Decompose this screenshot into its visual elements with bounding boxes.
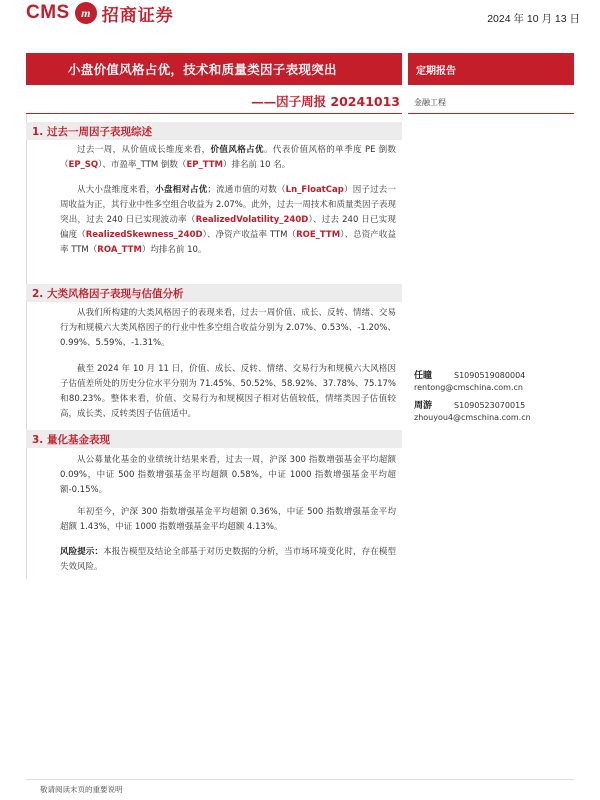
analyst-card bbox=[414, 370, 525, 394]
factor-realized-volatility: RealizedVolatility_240D bbox=[195, 215, 309, 225]
report-date: 2024 年 10 月 13 日 bbox=[487, 13, 580, 25]
factor-ep-ttm: EP_TTM bbox=[186, 160, 223, 170]
report-category: 金融工程 bbox=[414, 98, 446, 107]
page-header bbox=[0, 0, 600, 38]
report-type-label: 定期报告 bbox=[416, 65, 456, 77]
section-2-paragraph-1: 从我们所构建的大类风格因子的表现来看，过去一周价值、成长、反转、情绪、交易行为和规模六大类风格因子的行业中性多空组合收益分别为 2.07%、0.53%、-1.20%、0.99%、5.59%、-1.31%。 bbox=[60, 308, 396, 348]
section-1-paragraph-2: 从大小盘维度来看，小盘相对占优；流通市值的对数（Ln_FloatCap）因子过去一周收益为正，其行业中性多空组合收益为 2.07%。此外，过去一周技术和质量类因子表现突出，过去 240 日已实现波动率（RealizedVolatility_240D）、过去 240 日已实现偏度（RealizedSkewness_240D）、净资产收益率 TTM（ROE_TTM）、总资产收益率 TTM（ROA_TTM）均排名前 10。 bbox=[60, 185, 396, 255]
factor-realized-skewness: RealizedSkewness_240D bbox=[85, 230, 203, 240]
risk-warning-text: 本报告模型及结论全部基于对历史数据的分析，当市场环境变化时，存在模型失效风险。 bbox=[60, 547, 396, 572]
analyst-name: 周游 bbox=[414, 401, 433, 411]
factor-ln-floatcap: Ln_FloatCap bbox=[285, 185, 344, 195]
section-1-paragraph-1: 过去一周，从价值成长维度来看，价值风格占优。代表价值风格的单季度 PE 倒数（EP_SQ）、市盈率_TTM 倒数（EP_TTM）排名前 10 名。 bbox=[60, 145, 396, 170]
factor-ep-sq: EP_SQ bbox=[68, 160, 99, 170]
section-heading-3: 3. 量化基金表现 bbox=[26, 430, 402, 448]
analyst-card bbox=[414, 400, 531, 424]
analyst-email: rentong@cmschina.com.cn bbox=[414, 383, 523, 392]
risk-warning-label: 风险提示： bbox=[60, 547, 104, 557]
side-divider bbox=[408, 113, 574, 114]
section-2-paragraph-2: 截至 2024 年 10 月 11 日，价值、成长、反转、情绪、交易行为和规模六大风格因子估值差所处的历史分位水平分别为 71.45%、50.52%、58.92%、37.78%、75.17%和80.23%。整体来看，价值、交易行为和规模因子相对估值较低，情绪类因子估值较高，成长类、反转类因子估值适中。 bbox=[60, 364, 396, 419]
analyst-cert: S1090523070015 bbox=[454, 401, 526, 410]
footer-note: 敬请阅读末页的重要说明 bbox=[40, 785, 123, 794]
factor-roe-ttm: ROE_TTM bbox=[296, 230, 341, 240]
logo-chinese-name: 招商证券 bbox=[101, 5, 174, 26]
section-heading-2: 2. 大类风格因子表现与估值分析 bbox=[26, 284, 402, 302]
analyst-cert: S1090519080004 bbox=[454, 371, 526, 380]
report-subtitle: ——因子周报 20241013 bbox=[251, 94, 400, 109]
analyst-email: zhouyou4@cmschina.com.cn bbox=[414, 413, 531, 422]
logo-mark-icon: m bbox=[75, 2, 97, 24]
section-3-paragraph-1: 从公募量化基金的业绩统计结果来看，过去一周，沪深 300 指数增强基金平均超额 0.09%，中证 500 指数增强基金平均超额 0.58%，中证 1000 指数增强基金平均超额-0.15%。 bbox=[60, 455, 396, 495]
factor-roa-ttm: ROA_TTM bbox=[97, 245, 142, 255]
analyst-name: 任瞳 bbox=[414, 371, 433, 381]
section-heading-1: 1. 过去一周因子表现综述 bbox=[26, 122, 402, 140]
content-left-rule bbox=[26, 114, 27, 579]
report-type-banner bbox=[408, 53, 574, 85]
report-title: 小盘价值风格占优，技术和质量类因子表现突出 bbox=[68, 62, 337, 77]
footer-divider bbox=[26, 779, 574, 780]
risk-warning bbox=[60, 545, 396, 575]
brand-logo bbox=[26, 0, 174, 26]
section-3-paragraph-2: 年初至今，沪深 300 指数增强基金平均超额 0.36%，中证 500 指数增强基金平均超额 1.43%，中证 1000 指数增强基金平均超额 4.13%。 bbox=[60, 507, 396, 532]
logo-text: CMS bbox=[26, 2, 70, 23]
title-divider bbox=[26, 113, 402, 114]
title-banner bbox=[26, 53, 402, 85]
